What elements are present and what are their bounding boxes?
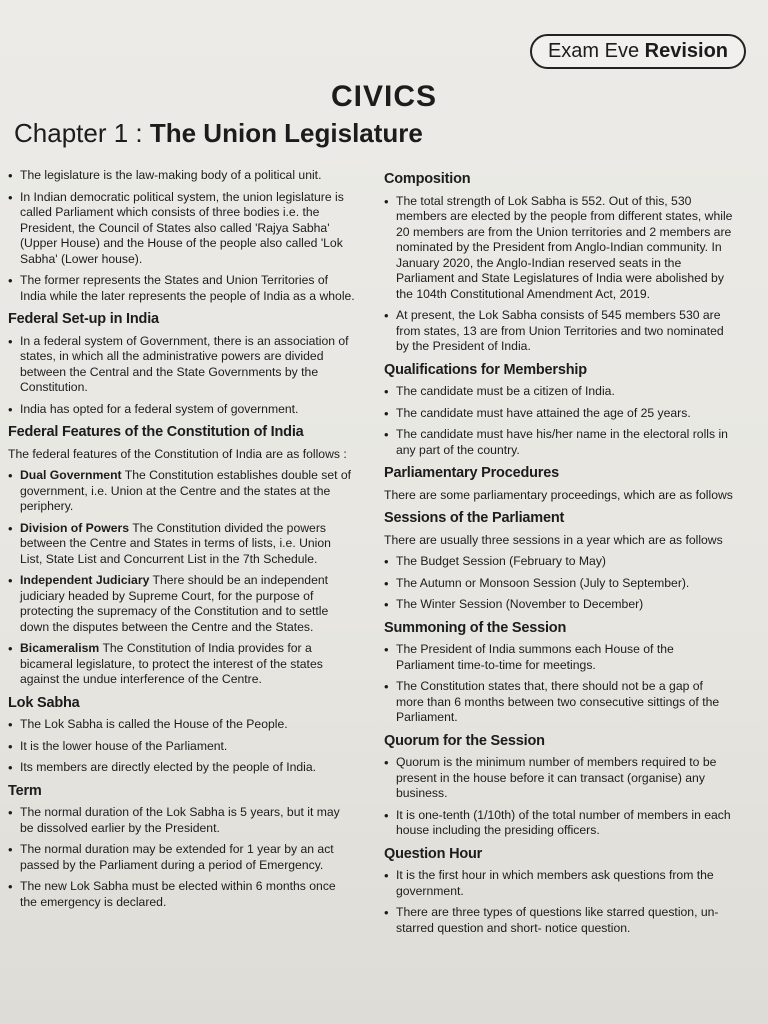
- federal-features-list: [8, 468, 356, 688]
- section-heading-federal-setup: Federal Set-up in India: [8, 311, 159, 327]
- list-item: • Its members are directly elected by the people of India.: [8, 760, 356, 776]
- sessions-intro: There are usually three sessions in a year which are as follows: [384, 532, 723, 547]
- list-item: • The candidate must have attained the age of 25 years.: [384, 406, 734, 422]
- sessions-list: [384, 554, 734, 613]
- list-item: • The former represents the States and Union Territories of India while the later represents the people of India as a whole.: [8, 273, 356, 304]
- list-item: • India has opted for a federal system of government.: [8, 402, 356, 418]
- term-list: [8, 805, 356, 910]
- list-item: • The Winter Session (November to December): [384, 597, 734, 613]
- quorum-list: [384, 755, 734, 839]
- left-column: [8, 168, 356, 916]
- list-item: • The Autumn or Monsoon Session (July to September).: [384, 576, 734, 592]
- question-hour-list: [384, 868, 734, 936]
- right-column: [384, 172, 734, 942]
- list-item: • Quorum is the minimum number of members required to be present in the house before it can transact (organise) any business.: [384, 755, 734, 802]
- chapter-label: Chapter 1 :: [14, 118, 150, 148]
- section-heading-lok-sabha: Lok Sabha: [8, 694, 80, 711]
- list-item: • The candidate must have his/her name in the electoral rolls in any part of the country.: [384, 427, 734, 458]
- list-item: • There are three types of questions like starred question, un-starred question and short- notice question.: [384, 905, 734, 936]
- list-item: • The new Lok Sabha must be elected within 6 months once the emergency is declared.: [8, 879, 356, 910]
- chapter-title: The Union Legislature: [149, 118, 423, 148]
- list-item: • The President of India summons each House of the Parliament time-to-time for meetings.: [384, 642, 734, 673]
- chapter-heading: [14, 118, 423, 149]
- list-item: • In Indian democratic political system, the union legislature is called Parliament which consists of three bodies i.e. the President, the Council of States also called 'Rajya Sabha' (Upper House) and the House of the people also called 'Lok Sabha' (Lower house).: [8, 190, 356, 268]
- qualifications-list: [384, 384, 734, 458]
- badge-bold: Revision: [644, 40, 728, 62]
- term-label: Independent Judiciary: [20, 573, 150, 587]
- section-heading-quorum: Quorum for the Session: [384, 732, 545, 749]
- section-heading-term: Term: [8, 782, 42, 799]
- section-heading-summoning: Summoning of the Session: [384, 619, 567, 636]
- federal-setup-list: [8, 334, 356, 418]
- term-text: The Constitution establishes double set of government, i.e. Union at the Centre and the states at the periphery.: [20, 468, 352, 513]
- badge-prefix: Exam Eve: [547, 40, 645, 62]
- federal-features-intro: The federal features of the Constitution of India are as follows :: [8, 446, 347, 461]
- list-item: • It is the first hour in which members ask questions from the government.: [384, 868, 734, 899]
- list-item: • The Constitution states that, there should not be a gap of more than 6 months between two consecutive sittings of the Parliament.: [384, 679, 734, 726]
- section-heading-sessions: Sessions of the Parliament: [384, 510, 565, 526]
- list-item: [8, 641, 356, 688]
- section-heading-federal-features: Federal Features of the Constitution of India: [8, 424, 304, 440]
- list-item: • At present, the Lok Sabha consists of 545 members 530 are from states, 13 are from Union Territories and two nominated by the President of India.: [384, 308, 734, 355]
- list-item: • The candidate must be a citizen of India.: [384, 384, 734, 400]
- list-item: • The legislature is the law-making body of a political unit.: [8, 168, 356, 184]
- list-item: • It is one-tenth (1/10th) of the total number of members in each house including the presiding officers.: [384, 808, 734, 839]
- subject-title: CIVICS: [330, 80, 438, 113]
- list-item: • The Lok Sabha is called the House of the People.: [8, 717, 356, 733]
- list-item: • The normal duration may be extended for 1 year by an act passed by the Parliament during a period of Emergency.: [8, 842, 356, 873]
- lok-sabha-list: [8, 717, 356, 776]
- section-heading-procedures: Parliamentary Procedures: [384, 465, 559, 481]
- term-label: Division of Powers: [20, 520, 130, 535]
- term-label: Dual Government: [20, 468, 122, 482]
- list-item: • In a federal system of Government, there is an association of states, in which all the administrative powers are divided between the Central and the State Governments by the Constitution.: [8, 334, 356, 396]
- list-item: • It is the lower house of the Parliament.: [8, 739, 356, 755]
- summoning-list: [384, 642, 734, 726]
- term-text: The Constitution divided the powers between the Centre and States in terms of lists, i.e. Union List, State List and Concurrent List in the 7th Schedule.: [20, 520, 331, 566]
- list-item: [8, 521, 356, 568]
- procedures-intro: There are some parliamentary proceedings, which are as follows: [384, 487, 733, 502]
- section-heading-qualifications: Qualifications for Membership: [384, 361, 587, 378]
- list-item: [8, 573, 356, 635]
- exam-eve-revision-badge: [530, 34, 746, 69]
- list-item: • The total strength of Lok Sabha is 552. Out of this, 530 members are elected by the people from different states, while 20 members are from the Union territories and 2 members are nominated by the President from Anglo-Indian community. In January 2020, the Anglo-Indian reserved seats in the Parliament and State Legislatures of India were abolished by the 104th Constitutional Amendment Act, 2019.: [384, 194, 734, 303]
- term-label: Bicameralism: [20, 641, 100, 655]
- term-text: There should be an independent judiciary headed by Supreme Court, for the purpose of protecting the supremacy of the Constitution and to settle down the disputes between the Centre and the States.: [20, 573, 329, 634]
- list-item: [8, 468, 356, 515]
- list-item: • The Budget Session (February to May): [384, 554, 734, 570]
- section-heading-composition: Composition: [384, 171, 471, 187]
- composition-list: [384, 194, 734, 355]
- section-heading-question-hour: Question Hour: [384, 845, 483, 862]
- intro-list: [8, 168, 356, 304]
- term-text: The Constitution of India provides for a bicameral legislature, to protect the interest of the states against the undue interference of the Centre.: [20, 641, 323, 686]
- list-item: • The normal duration of the Lok Sabha is 5 years, but it may be dissolved earlier by the President.: [8, 805, 356, 836]
